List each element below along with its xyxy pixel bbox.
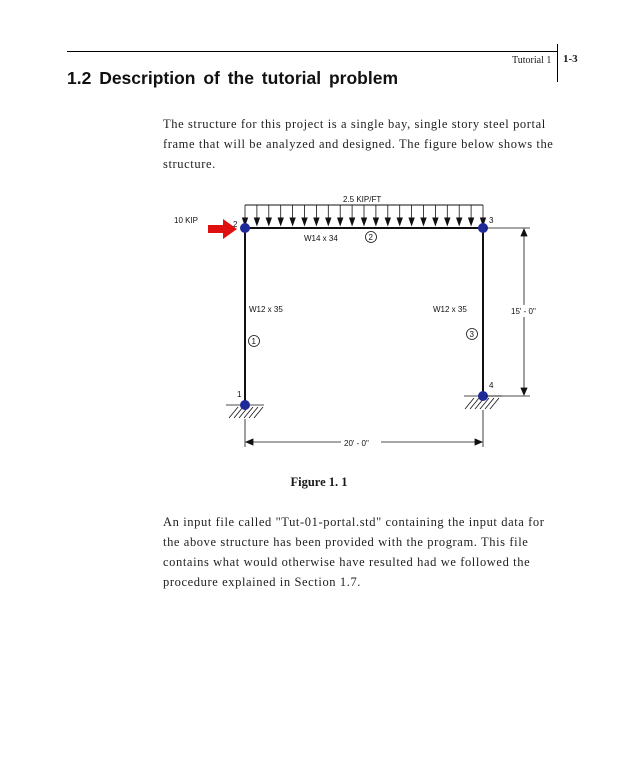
- udl-arrow-head: [338, 218, 343, 225]
- udl-arrow-head: [421, 218, 426, 225]
- udl-arrow-head: [314, 218, 319, 225]
- udl-arrow-head: [409, 218, 414, 225]
- height-dimension-label: 15' - 0": [511, 307, 536, 316]
- page-number: 1-3: [563, 53, 578, 65]
- node-label-2: 2: [233, 220, 238, 229]
- udl-arrow-head: [445, 218, 450, 225]
- member-number-3: 3: [469, 330, 474, 339]
- width-dimension-label: 20' - 0": [344, 439, 369, 448]
- udl-arrow-head: [433, 218, 438, 225]
- node-label-4: 4: [489, 381, 494, 390]
- udl-arrow-head: [385, 218, 390, 225]
- intro-paragraph: The structure for this project is a single bay, single story steel portal frame that will be analyzed and designed. The figure below shows the structure.: [163, 117, 554, 171]
- section-title: 1.2 Description of the tutorial problem: [67, 68, 399, 88]
- udl-arrow-head: [278, 218, 283, 225]
- beam-section-label: W14 x 34: [304, 234, 338, 243]
- udl-label: 2.5 KIP/FT: [343, 195, 382, 204]
- udl-arrow-head: [457, 218, 462, 225]
- udl-arrow-head: [397, 218, 402, 225]
- node-1-marker: [240, 400, 250, 410]
- udl-arrow-head: [362, 218, 367, 225]
- udl-arrow-head: [326, 218, 331, 225]
- udl-arrow-head: [302, 218, 307, 225]
- member-number-2: 2: [368, 233, 373, 242]
- closing-paragraph: An input file called "Tut-01-portal.std" containing the input data for the above structure has been provided with the program. This file contains what would otherwise have resulted had we followed the procedure explained in Section 1.7.: [163, 515, 545, 589]
- udl-arrow-head: [350, 218, 355, 225]
- chapter-label: Tutorial 1: [512, 55, 552, 66]
- udl-arrow-head: [266, 218, 271, 225]
- member-number-1: 1: [251, 337, 256, 346]
- udl-arrow-head: [373, 218, 378, 225]
- distributed-load-arrows: [243, 205, 486, 225]
- udl-arrow-head: [290, 218, 295, 225]
- node-2-marker: [240, 223, 250, 233]
- udl-arrow-head: [254, 218, 259, 225]
- figure-caption: Figure 1. 1: [290, 475, 348, 489]
- node-label-1: 1: [237, 390, 242, 399]
- left-column-section-label: W12 x 35: [249, 305, 283, 314]
- point-load-label: 10 KIP: [174, 216, 199, 225]
- udl-arrow-head: [469, 218, 474, 225]
- node-label-3: 3: [489, 216, 494, 225]
- right-column-section-label: W12 x 35: [433, 305, 467, 314]
